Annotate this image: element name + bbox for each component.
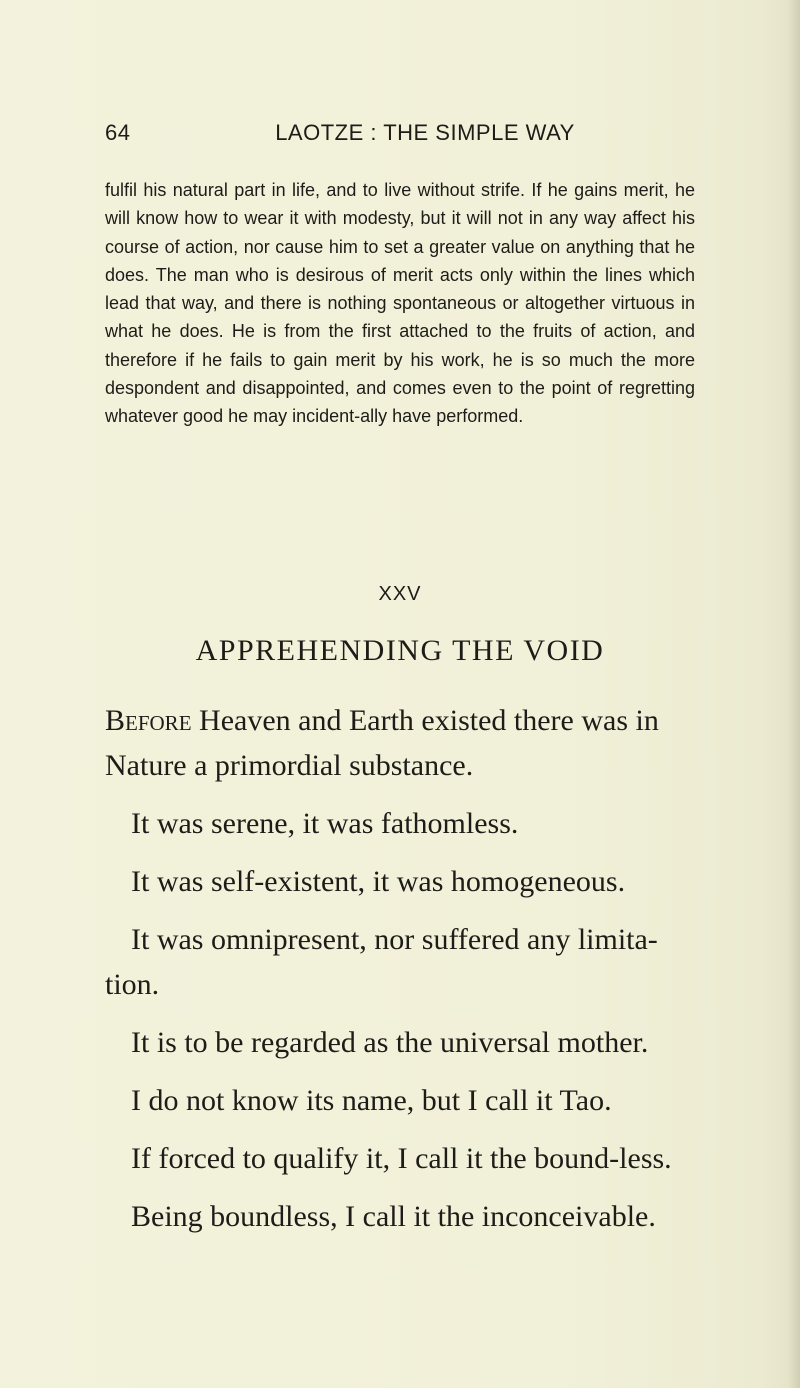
page-edge-shadow	[788, 0, 800, 1388]
body-paragraph: fulfil his natural part in life, and to live without strife. If he gains merit, he will know how to wear it with modesty, but it will not in any way affect his course of action, nor cause him to set a greater value on anything that he does. The man who is desirous of merit acts only within the lines which lead that way, and there is nothing spontaneous or altogether virtuous in what he does. He is from the first attached to the fruits of action, and therefore if he fails to gain merit by his work, he is so much the more despondent and disappointed, and comes even to the point of regretting whatever good he may incident-ally have performed.	[105, 180, 695, 427]
running-head	[105, 120, 705, 152]
verse-5: It is to be regarded as the universal mother.	[131, 1026, 649, 1059]
running-head-title: LAOTZE : THE SIMPLE WAY	[275, 120, 575, 145]
verse-3: It was self-existent, it was homogeneous.	[131, 865, 626, 898]
chapter-number: XXV	[378, 583, 422, 605]
verse-7: If forced to qualify it, I call it the bound-less.	[131, 1142, 672, 1175]
poem	[105, 698, 700, 1239]
verse-4: It was omnipresent, nor suffered any limita-tion.	[105, 923, 658, 1001]
verse-2: It was serene, it was fathomless.	[131, 807, 519, 840]
page-number: 64	[105, 120, 131, 145]
verse-1	[105, 698, 700, 788]
verse-1-text: Heaven and Earth existed there was in Nature a primordial substance.	[105, 704, 659, 782]
chapter-title: APPREHENDING THE VOID	[195, 634, 605, 667]
verse-1-lead-word: Before	[105, 704, 192, 737]
verse-6: I do not know its name, but I call it Tao.	[131, 1084, 612, 1117]
verse-8: Being boundless, I call it the inconceivable.	[131, 1200, 656, 1233]
